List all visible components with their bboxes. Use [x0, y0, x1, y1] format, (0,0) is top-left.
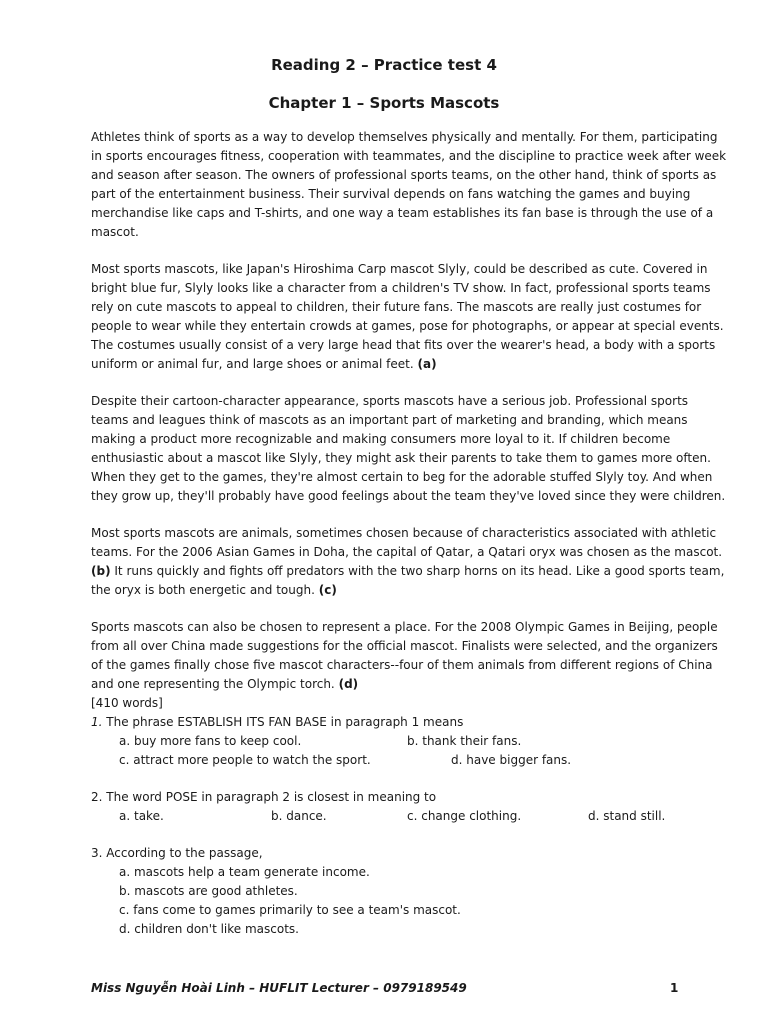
- page-number: 1: [670, 981, 679, 995]
- document-body: [91, 128, 727, 939]
- question-3: [91, 844, 727, 939]
- question-3-number: 3.: [91, 846, 103, 860]
- question-2-text: The word POSE in paragraph 2 is closest in meaning to: [106, 790, 437, 804]
- question-1: [91, 713, 727, 770]
- question-2-option-a[interactable]: a. take.: [119, 809, 164, 823]
- paragraph-4-text-b: It runs quickly and fights off predators with the two sharp horns on its head. Like a good sports team, the oryx is both energetic and tough.: [91, 564, 725, 597]
- question-1-stem: [91, 713, 727, 732]
- question-1-number: 1.: [91, 715, 103, 729]
- paragraph-2-text: Most sports mascots, like Japan's Hiroshima Carp mascot Slyly, could be described as cute. Covered in bright blue fur, Slyly looks like a character from a children's TV show. In fact, professional sports teams rely on cute mascots to appeal to children, their future fans. The mascots are really just costumes for people to wear while they entertain crowds at games, pose for photographs, or appear at special events. The costumes usually consist of a very large head that fits over the wearer's head, a body with a sports uniform or animal fur, and large shoes or animal feet.: [91, 262, 724, 371]
- marker-c: (c): [318, 583, 337, 597]
- question-2-option-c[interactable]: c. change clothing.: [407, 809, 522, 823]
- paragraph-5-text: Sports mascots can also be chosen to represent a place. For the 2008 Olympic Games in Beijing, people from all over China made suggestions for the official mascot. Finalists were selected, and the organizers of the games finally chose five mascot characters--four of them animals from different regions of China and one representing the Olympic torch.: [91, 620, 718, 691]
- question-3-option-a[interactable]: a. mascots help a team generate income.: [119, 865, 370, 879]
- paragraph-1-text: Athletes think of sports as a way to develop themselves physically and mentally. For them, participating in sports encourages fitness, cooperation with teammates, and the discipline to practice week after week and season after season. The owners of professional sports teams, on the other hand, think of sports as part of the entertainment business. Their survival depends on fans watching the games and buying merchandise like caps and T-shirts, and one way a team establishes its fan base is through the use of a mascot.: [91, 130, 727, 239]
- marker-b: (b): [91, 564, 111, 578]
- paragraph-5: [91, 618, 727, 694]
- marker-d: (d): [338, 677, 359, 691]
- paragraph-3-text: Despite their cartoon-character appearance, sports mascots have a serious job. Professional sports teams and leagues think of mascots as an important part of marketing and branding, which means making a product more recognizable and making consumers more loyal to it. If children become enthusiastic about a mascot like Slyly, they might ask their parents to take them to games more often. When they get to the games, they're almost certain to beg for the adorable stuffed Slyly toy. And when they grow up, they'll probably have good feelings about the team they've loved since they were children.: [91, 394, 726, 503]
- question-1-option-a[interactable]: a. buy more fans to keep cool.: [119, 734, 302, 748]
- document-title: Reading 2 – Practice test 4: [271, 56, 497, 74]
- question-1-text: The phrase ESTABLISH ITS FAN BASE in paragraph 1 means: [106, 715, 464, 729]
- question-2-number: 2.: [91, 790, 103, 804]
- question-1-option-d[interactable]: d. have bigger fans.: [451, 753, 572, 767]
- question-2-option-b[interactable]: b. dance.: [271, 809, 327, 823]
- question-2: [91, 788, 727, 826]
- question-2-options-row: [91, 807, 727, 826]
- question-3-option-c[interactable]: c. fans come to games primarily to see a team's mascot.: [119, 903, 461, 917]
- paragraph-1: [91, 128, 727, 242]
- paragraph-2: [91, 260, 727, 374]
- paragraph-3: [91, 392, 727, 506]
- question-1-option-b[interactable]: b. thank their fans.: [407, 734, 522, 748]
- word-count: [410 words]: [91, 696, 163, 710]
- question-1-options-row-1: [91, 732, 727, 751]
- paragraph-4-text-a: Most sports mascots are animals, sometimes chosen because of characteristics associated with athletic teams. For the 2006 Asian Games in Doha, the capital of Qatar, a Qatari oryx was chosen as the mascot.: [91, 526, 723, 559]
- paragraph-4: [91, 524, 727, 600]
- footer-author: Miss Nguyễn Hoài Linh – HUFLIT Lecturer – 0979189549: [91, 981, 467, 995]
- question-2-option-d[interactable]: d. stand still.: [588, 809, 666, 823]
- chapter-title: Chapter 1 – Sports Mascots: [268, 94, 500, 112]
- question-3-option-b[interactable]: b. mascots are good athletes.: [119, 884, 298, 898]
- question-2-stem: [91, 788, 727, 807]
- question-3-text: According to the passage,: [106, 846, 263, 860]
- question-3-options: [91, 863, 727, 939]
- marker-a: (a): [417, 357, 437, 371]
- question-3-option-d[interactable]: d. children don't like mascots.: [119, 922, 299, 936]
- question-1-options-row-2: [91, 751, 727, 770]
- question-1-option-c[interactable]: c. attract more people to watch the sport.: [119, 753, 371, 767]
- question-3-stem: [91, 844, 727, 863]
